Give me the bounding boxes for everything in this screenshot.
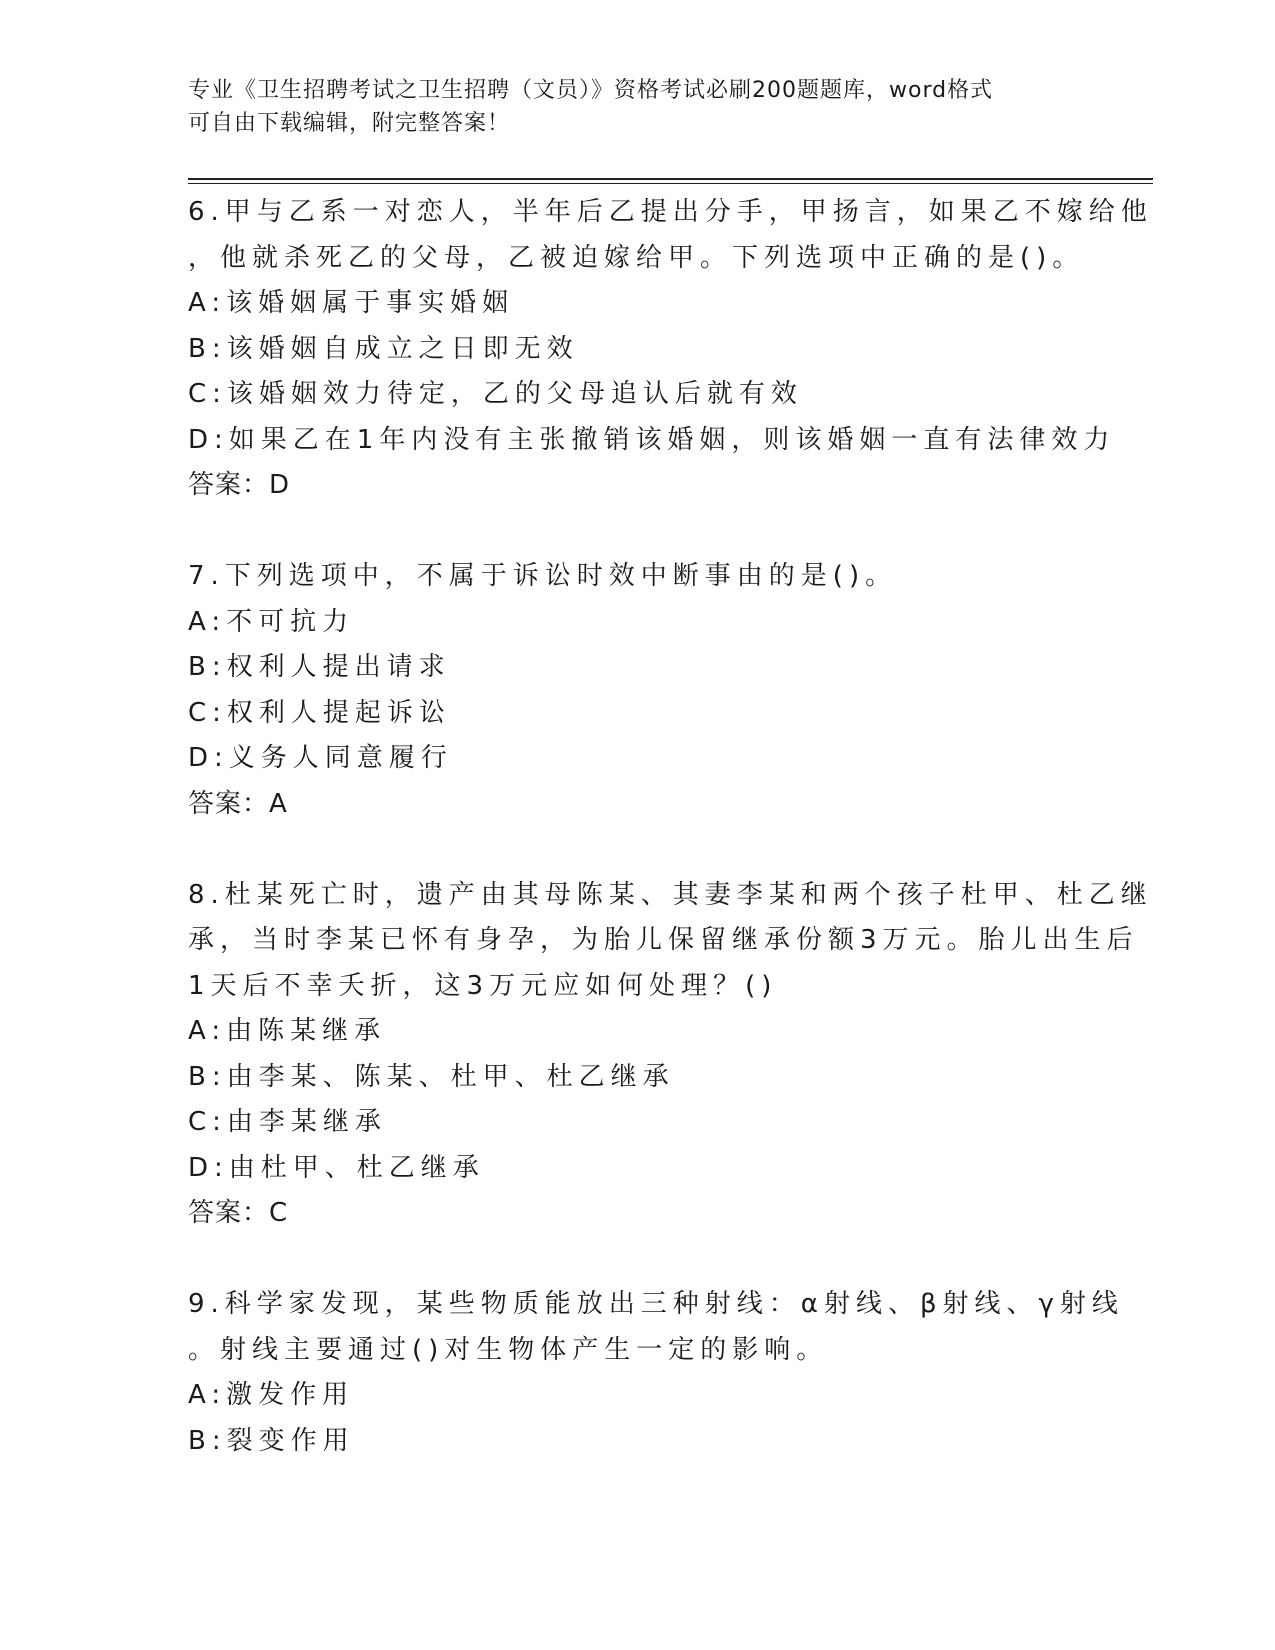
question-list <box>188 190 1153 1464</box>
question-7 <box>188 554 1108 827</box>
document-header <box>188 74 1088 140</box>
option-d: D:由杜甲、杜乙继承 <box>188 1152 485 1183</box>
question-stem-line: 。射线主要通过()对生物体产生一定的影响。 <box>188 1334 829 1365</box>
option-b: B:该婚姻自成立之日即无效 <box>188 333 579 364</box>
question-stem-line: 7.下列选项中，不属于诉讼时效中断事由的是()。 <box>188 561 898 591</box>
question-stem-line: ，他就杀死乙的父母，乙被迫嫁给甲。下列选项中正确的是()。 <box>188 242 1085 273</box>
answer-line: 答案：A <box>188 788 288 819</box>
option-a: A:该婚姻属于事实婚姻 <box>188 288 515 318</box>
option-a: A:激发作用 <box>188 1380 355 1410</box>
answer-line: 答案：D <box>188 470 291 500</box>
option-a: A:不可抗力 <box>188 606 355 637</box>
header-rule-thick <box>188 178 1153 180</box>
option-c: C:由李某继承 <box>188 1107 387 1137</box>
header-rule-thin <box>188 183 1153 184</box>
option-d: D:义务人同意履行 <box>188 743 453 773</box>
question-stem-line: 8.杜某死亡时，遗产由其母陈某、其妻李某和两个孩子杜甲、杜乙继 <box>188 879 1153 910</box>
spacer <box>188 827 1108 873</box>
option-b: B:裂变作用 <box>188 1425 355 1456</box>
spacer <box>188 509 1108 555</box>
header-line-2: 可自由下载编辑，附完整答案！ <box>188 111 511 136</box>
question-8 <box>188 873 1153 1237</box>
question-stem-line: 1天后不幸夭折，这3万元应如何处理？() <box>188 970 778 1001</box>
question-stem-line: 9.科学家发现，某些物质能放出三种射线：α射线、β射线、γ射线 <box>188 1289 1124 1319</box>
option-d: D:如果乙在1年内没有主张撤销该婚姻，则该婚姻一直有法律效力 <box>188 424 1116 455</box>
option-c: C:该婚姻效力待定，乙的父母追认后就有效 <box>188 379 803 409</box>
answer-line: 答案：C <box>188 1198 289 1228</box>
question-stem-line: 6.甲与乙系一对恋人，半年后乙提出分手，甲扬言，如果乙不嫁给他 <box>188 197 1153 227</box>
option-b: B:由李某、陈某、杜甲、杜乙继承 <box>188 1061 675 1092</box>
question-9 <box>188 1282 1124 1464</box>
question-6 <box>188 190 1153 509</box>
question-stem-line: 承，当时李某已怀有身孕，为胎儿保留继承份额3万元。胎儿出生后 <box>188 925 1139 955</box>
option-c: C:权利人提起诉讼 <box>188 697 451 728</box>
header-line-1: 专业《卫生招聘考试之卫生招聘（文员）》资格考试必刷200题题库，word格式 <box>188 78 994 103</box>
option-a: A:由陈某继承 <box>188 1016 387 1046</box>
spacer <box>188 1237 1108 1283</box>
option-b: B:权利人提出请求 <box>188 652 451 682</box>
